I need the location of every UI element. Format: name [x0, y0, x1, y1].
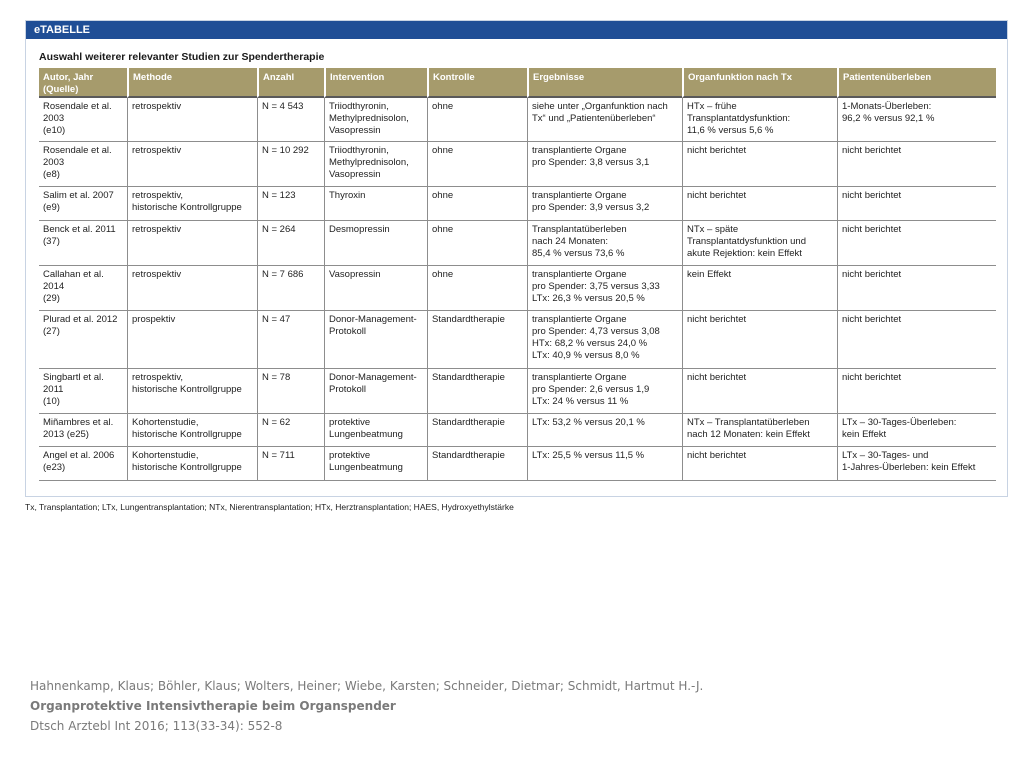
cell-survival	[837, 414, 996, 447]
table-header-row	[39, 68, 996, 98]
table-row	[39, 142, 996, 187]
cell-line: Kohortenstudie,	[132, 417, 199, 428]
cell-organ-function	[682, 447, 837, 481]
cell-line: N = 264	[262, 224, 296, 235]
cell-line: transplantierte Organe	[532, 372, 627, 383]
cell-line: nicht berichtet	[687, 450, 747, 461]
citation-title: Organprotektive Intensivtherapie beim Organspender	[30, 699, 396, 713]
cell-count	[257, 414, 324, 447]
cell-control	[427, 142, 527, 187]
cell-line: 96,2 % versus 92,1 %	[842, 113, 935, 124]
cell-author	[39, 187, 127, 221]
cell-method	[127, 98, 257, 142]
cell-intervention	[324, 221, 427, 266]
cell-line: retrospektiv,	[132, 190, 184, 201]
cell-line: 11,6 % versus 5,6 %	[687, 125, 774, 136]
column-header-line: Anzahl	[263, 72, 295, 83]
column-header-line: Kontrolle	[433, 72, 475, 83]
cell-line: 85,4 % versus 73,6 %	[532, 248, 625, 259]
cell-author	[39, 98, 127, 142]
cell-line: (e23)	[43, 462, 66, 473]
cell-line: ohne	[432, 269, 454, 280]
cell-organ-function	[682, 311, 837, 369]
cell-line: ohne	[432, 101, 454, 112]
cell-survival	[837, 369, 996, 414]
cell-line: 2014	[43, 281, 65, 292]
cell-control	[427, 311, 527, 369]
cell-survival	[837, 142, 996, 187]
cell-line: Vasopressin	[329, 125, 381, 136]
cell-line: Methylprednisolon,	[329, 113, 409, 124]
cell-control	[427, 221, 527, 266]
column-header-line: Organfunktion nach Tx	[688, 72, 792, 83]
cell-survival	[837, 447, 996, 481]
cell-results	[527, 187, 682, 221]
cell-method	[127, 266, 257, 311]
cell-line: nicht berichtet	[842, 269, 902, 280]
cell-line: historische Kontrollgruppe	[132, 384, 242, 395]
cell-count	[257, 447, 324, 481]
cell-line: Transplantatdysfunktion:	[687, 113, 791, 124]
cell-line: retrospektiv	[132, 101, 182, 112]
table-row	[39, 447, 996, 481]
citation-source: Dtsch Arztebl Int 2016; 113(33-34): 552-8	[30, 719, 283, 733]
cell-line: Callahan et al.	[43, 269, 104, 280]
cell-line: pro Spender: 3,9 versus 3,2	[532, 202, 650, 213]
cell-line: Angel et al. 2006	[43, 450, 115, 461]
cell-organ-function	[682, 187, 837, 221]
cell-line: pro Spender: 3,75 versus 3,33	[532, 281, 660, 292]
cell-line: nicht berichtet	[842, 190, 902, 201]
cell-intervention	[324, 98, 427, 142]
table-row	[39, 414, 996, 447]
cell-author	[39, 369, 127, 414]
cell-line: nicht berichtet	[842, 372, 902, 383]
cell-line: (e10)	[43, 125, 66, 136]
cell-line: Kohortenstudie,	[132, 450, 199, 461]
cell-line: pro Spender: 2,6 versus 1,9	[532, 384, 650, 395]
cell-results	[527, 98, 682, 142]
column-header-line: Ergebnisse	[533, 72, 585, 83]
cell-line: NTx – Transplantatüberleben	[687, 417, 810, 428]
cell-line: Benck et al. 2011	[43, 224, 116, 235]
cell-organ-function	[682, 142, 837, 187]
cell-control	[427, 369, 527, 414]
cell-intervention	[324, 369, 427, 414]
cell-line: Transplantatüberleben	[532, 224, 627, 235]
cell-results	[527, 414, 682, 447]
cell-author	[39, 414, 127, 447]
cell-results	[527, 142, 682, 187]
cell-line: 2011	[43, 384, 64, 395]
cell-line: Tx“ und „Patientenüberleben“	[532, 113, 656, 124]
cell-line: Rosendale et al.	[43, 101, 112, 112]
cell-line: (e9)	[43, 202, 60, 213]
cell-line: (e8)	[43, 169, 60, 180]
cell-intervention	[324, 447, 427, 481]
column-header-count	[257, 68, 324, 98]
cell-control	[427, 447, 527, 481]
cell-line: Triiodthyronin,	[329, 145, 389, 156]
study-table	[39, 68, 996, 481]
column-header-line: (Quelle)	[43, 84, 79, 95]
cell-line: pro Spender: 4,73 versus 3,08	[532, 326, 660, 337]
cell-line: retrospektiv,	[132, 372, 184, 383]
cell-method	[127, 221, 257, 266]
cell-line: Plurad et al. 2012	[43, 314, 118, 325]
cell-line: Salim et al. 2007	[43, 190, 114, 201]
column-header-method	[127, 68, 257, 98]
cell-line: Transplantatdysfunktion und	[687, 236, 807, 247]
cell-control	[427, 414, 527, 447]
column-header-organ-function	[682, 68, 837, 98]
cell-control	[427, 266, 527, 311]
cell-line: N = 47	[262, 314, 291, 325]
column-header-line: Methode	[133, 72, 173, 83]
cell-line: (37)	[43, 236, 60, 247]
column-header-author	[39, 68, 127, 98]
cell-line: transplantierte Organe	[532, 269, 627, 280]
cell-line: nicht berichtet	[842, 145, 902, 156]
cell-line: LTx: 26,3 % versus 20,5 %	[532, 293, 645, 304]
cell-line: (10)	[43, 396, 60, 407]
cell-line: Miñambres et al.	[43, 417, 114, 428]
cell-line: prospektiv	[132, 314, 176, 325]
cell-line: N = 123	[262, 190, 296, 201]
cell-organ-function	[682, 266, 837, 311]
column-header-intervention	[324, 68, 427, 98]
cell-author	[39, 221, 127, 266]
cell-count	[257, 369, 324, 414]
cell-line: Desmopressin	[329, 224, 390, 235]
cell-line: LTx: 24 % versus 11 %	[532, 396, 629, 407]
cell-control	[427, 98, 527, 142]
cell-line: HTx – frühe	[687, 101, 737, 112]
cell-results	[527, 266, 682, 311]
cell-line: LTx – 30-Tages-Überleben:	[842, 417, 957, 428]
column-header-survival	[837, 68, 996, 98]
cell-line: Lungenbeatmung	[329, 429, 403, 440]
cell-author	[39, 142, 127, 187]
cell-count	[257, 311, 324, 369]
cell-line: Lungenbeatmung	[329, 462, 403, 473]
cell-intervention	[324, 311, 427, 369]
cell-line: N = 711	[262, 450, 295, 461]
cell-count	[257, 221, 324, 266]
cell-line: Singbartl et al.	[43, 372, 104, 383]
citation-authors: Hahnenkamp, Klaus; Böhler, Klaus; Wolters, Heiner; Wiebe, Karsten; Schneider, Dietmar; Schmidt, Hartmut H.-J.	[30, 679, 704, 693]
cell-line: Vasopressin	[329, 169, 381, 180]
cell-count	[257, 266, 324, 311]
cell-results	[527, 311, 682, 369]
cell-line: N = 62	[262, 417, 291, 428]
cell-line: LTx: 25,5 % versus 11,5 %	[532, 450, 645, 461]
cell-line: N = 78	[262, 372, 291, 383]
cell-results	[527, 221, 682, 266]
cell-intervention	[324, 414, 427, 447]
cell-line: historische Kontrollgruppe	[132, 202, 242, 213]
cell-author	[39, 447, 127, 481]
cell-line: 1-Monats-Überleben:	[842, 101, 932, 112]
cell-author	[39, 266, 127, 311]
cell-line: (29)	[43, 293, 60, 304]
cell-organ-function	[682, 98, 837, 142]
cell-line: Standardtherapie	[432, 450, 505, 461]
column-header-line: Patientenüberleben	[843, 72, 932, 83]
cell-line: Standardtherapie	[432, 372, 505, 383]
cell-organ-function	[682, 221, 837, 266]
table-footnote: Tx, Transplantation; LTx, Lungentransplantation; NTx, Nierentransplantation; HTx, Herztransplantation; HAES, Hydroxyethylstärke	[25, 502, 514, 512]
cell-intervention	[324, 187, 427, 221]
cell-line: protektive	[329, 417, 371, 428]
cell-line: Standardtherapie	[432, 314, 505, 325]
cell-line: ohne	[432, 145, 454, 156]
cell-line: 2013 (e25)	[43, 429, 89, 440]
cell-line: transplantierte Organe	[532, 190, 627, 201]
cell-survival	[837, 187, 996, 221]
cell-line: nicht berichtet	[687, 190, 747, 201]
cell-line: transplantierte Organe	[532, 145, 627, 156]
cell-line: nach 24 Monaten:	[532, 236, 609, 247]
cell-author	[39, 311, 127, 369]
cell-line: nicht berichtet	[842, 224, 902, 235]
cell-organ-function	[682, 414, 837, 447]
table-body	[39, 98, 996, 481]
column-header-results	[527, 68, 682, 98]
table-row	[39, 98, 996, 142]
cell-line: (27)	[43, 326, 60, 337]
cell-survival	[837, 266, 996, 311]
etabelle-header-bar	[26, 21, 1007, 39]
citation	[30, 676, 703, 736]
column-header-control	[427, 68, 527, 98]
cell-line: kein Effekt	[842, 429, 887, 440]
cell-line: ohne	[432, 190, 454, 201]
cell-line: ohne	[432, 224, 454, 235]
cell-survival	[837, 311, 996, 369]
etabelle-panel	[25, 20, 1008, 497]
cell-line: Donor-Management-	[329, 314, 417, 325]
cell-line: Rosendale et al.	[43, 145, 112, 156]
cell-method	[127, 414, 257, 447]
table-row	[39, 266, 996, 311]
cell-line: LTx: 53,2 % versus 20,1 %	[532, 417, 645, 428]
table-title: Auswahl weiterer relevanter Studien zur Spendertherapie	[39, 51, 325, 63]
cell-line: Standardtherapie	[432, 417, 505, 428]
cell-line: transplantierte Organe	[532, 314, 627, 325]
cell-line: nicht berichtet	[687, 145, 747, 156]
cell-line: historische Kontrollgruppe	[132, 462, 242, 473]
cell-survival	[837, 221, 996, 266]
cell-line: kein Effekt	[687, 269, 732, 280]
cell-method	[127, 311, 257, 369]
cell-line: Protokoll	[329, 326, 366, 337]
cell-line: siehe unter „Organfunktion nach	[532, 101, 668, 112]
cell-line: 2003	[43, 157, 65, 168]
cell-control	[427, 187, 527, 221]
cell-count	[257, 142, 324, 187]
cell-survival	[837, 98, 996, 142]
cell-line: retrospektiv	[132, 145, 182, 156]
cell-line: pro Spender: 3,8 versus 3,1	[532, 157, 650, 168]
cell-results	[527, 447, 682, 481]
cell-line: historische Kontrollgruppe	[132, 429, 242, 440]
cell-line: nicht berichtet	[842, 314, 902, 325]
cell-intervention	[324, 266, 427, 311]
cell-method	[127, 142, 257, 187]
cell-line: Vasopressin	[329, 269, 381, 280]
cell-line: Thyroxin	[329, 190, 366, 201]
cell-line: nicht berichtet	[687, 314, 747, 325]
cell-line: Triiodthyronin,	[329, 101, 389, 112]
cell-count	[257, 98, 324, 142]
cell-line: LTx – 30-Tages- und	[842, 450, 929, 461]
cell-line: nach 12 Monaten: kein Effekt	[687, 429, 810, 440]
cell-line: Donor-Management-	[329, 372, 417, 383]
table-row	[39, 187, 996, 221]
cell-method	[127, 369, 257, 414]
etabelle-label: eTABELLE	[34, 24, 91, 36]
cell-line: N = 10 292	[262, 145, 309, 156]
cell-line: akute Rejektion: kein Effekt	[687, 248, 802, 259]
table-row	[39, 369, 996, 414]
cell-line: 2003	[43, 113, 65, 124]
cell-line: N = 4 543	[262, 101, 304, 112]
cell-line: nicht berichtet	[687, 372, 747, 383]
cell-line: LTx: 40,9 % versus 8,0 %	[532, 350, 640, 361]
cell-line: retrospektiv	[132, 224, 182, 235]
table-row	[39, 221, 996, 266]
cell-intervention	[324, 142, 427, 187]
cell-organ-function	[682, 369, 837, 414]
cell-method	[127, 447, 257, 481]
cell-line: N = 7 686	[262, 269, 304, 280]
cell-line: Methylprednisolon,	[329, 157, 409, 168]
cell-line: NTx – späte	[687, 224, 739, 235]
column-header-line: Autor, Jahr	[43, 72, 94, 83]
cell-count	[257, 187, 324, 221]
cell-line: retrospektiv	[132, 269, 182, 280]
table-row	[39, 311, 996, 369]
cell-method	[127, 187, 257, 221]
cell-results	[527, 369, 682, 414]
cell-line: Protokoll	[329, 384, 366, 395]
cell-line: 1-Jahres-Überleben: kein Effekt	[842, 462, 976, 473]
cell-line: protektive	[329, 450, 371, 461]
column-header-line: Intervention	[330, 72, 385, 83]
cell-line: HTx: 68,2 % versus 24,0 %	[532, 338, 648, 349]
